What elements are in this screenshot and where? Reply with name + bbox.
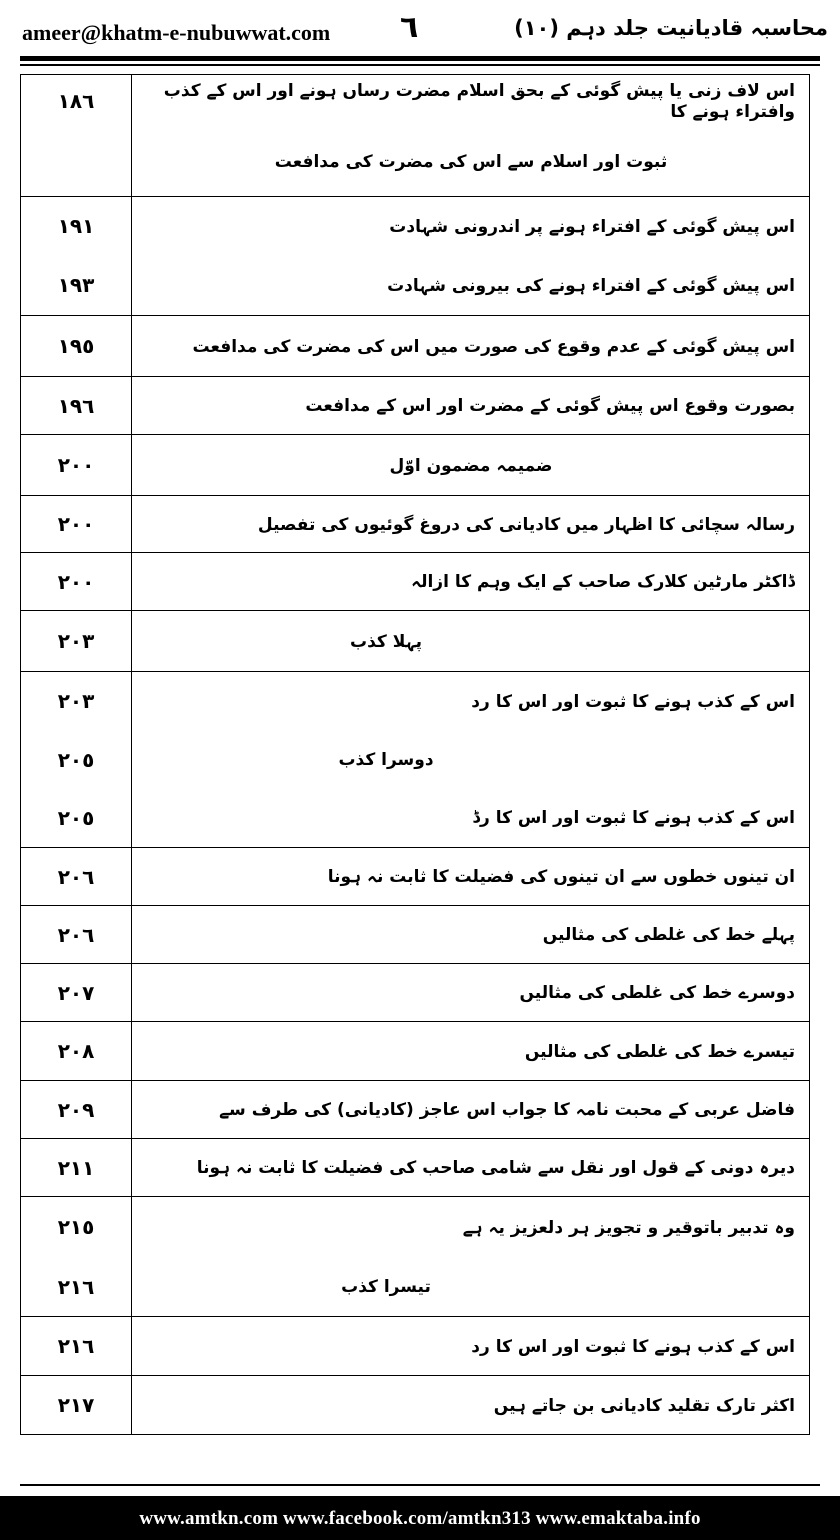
toc-title: دیرہ دونی کے قول اور نقل سے شامی صاحب کی فضیلت کا ثابت نہ ہونا xyxy=(132,1139,810,1197)
page-number: ٦ xyxy=(400,10,419,45)
toc-page: ١٨٦ xyxy=(21,75,132,127)
toc-row xyxy=(21,75,810,127)
toc-title: اس پیش گوئی کے عدم وقوع کی صورت میں اس کی مضرت کی مدافعت xyxy=(132,316,810,377)
toc-group xyxy=(21,1376,810,1435)
toc-row xyxy=(21,1139,810,1197)
toc-row xyxy=(21,1317,810,1376)
toc-title: رسالہ سچائی کا اظہار میں کادیانی کی دروغ گوئیوں کی تفصیل xyxy=(132,496,810,553)
toc-row xyxy=(21,1197,810,1258)
toc-title: اس کے کذب ہونے کا ثبوت اور اس کا رد xyxy=(132,672,810,731)
header-rule-thin xyxy=(20,64,820,66)
toc-group xyxy=(21,197,810,316)
footer-links[interactable]: www.amtkn.com www.facebook.com/amtkn313 www.emaktaba.info xyxy=(139,1508,701,1529)
toc-group xyxy=(21,1317,810,1376)
toc-page: ٢١٥ xyxy=(21,1197,132,1258)
toc-row xyxy=(21,553,810,611)
toc-page: ١٩٥ xyxy=(21,316,132,377)
toc-page: ٢٠٩ xyxy=(21,1081,132,1139)
toc-page: ٢٠٣ xyxy=(21,611,132,672)
toc-group xyxy=(21,1197,810,1317)
toc-page: ١٩٦ xyxy=(21,377,132,435)
toc-row xyxy=(21,1258,810,1317)
toc-page: ٢٠٦ xyxy=(21,848,132,906)
toc-group xyxy=(21,1081,810,1139)
toc-title: ڈاکٹر مارٹین کلارک صاحب کے ایک وہم کا ازالہ xyxy=(132,553,810,611)
toc-row xyxy=(21,435,810,496)
toc-title: دوسرا کذب xyxy=(132,731,810,789)
page-footer xyxy=(0,1496,840,1540)
toc-title: پہلے خط کی غلطی کی مثالیں xyxy=(132,906,810,964)
toc-row xyxy=(21,256,810,316)
toc-row xyxy=(21,1022,810,1081)
toc-group xyxy=(21,1139,810,1197)
table-of-contents xyxy=(20,74,810,1435)
toc-page: ٢٠٧ xyxy=(21,964,132,1022)
toc-group xyxy=(21,611,810,672)
toc-row xyxy=(21,906,810,964)
toc-row xyxy=(21,1081,810,1139)
toc-page: ٢١٧ xyxy=(21,1376,132,1435)
toc-row xyxy=(21,789,810,848)
toc-group xyxy=(21,435,810,496)
page-header xyxy=(0,0,840,62)
toc-row xyxy=(21,197,810,256)
toc-group xyxy=(21,906,810,964)
toc-title: بصورت وقوع اس پیش گوئی کے مضرت اور اس کے مدافعت xyxy=(132,377,810,435)
toc-title: ان تینوں خطوں سے ان تینوں کی فضیلت کا ثابت نہ ہونا xyxy=(132,848,810,906)
toc-page: ٢٠٠ xyxy=(21,435,132,496)
toc-page: ٢٠٠ xyxy=(21,553,132,611)
toc-page: ٢١١ xyxy=(21,1139,132,1197)
header-email[interactable]: ameer@khatm-e-nubuwwat.com xyxy=(22,20,331,45)
toc-group xyxy=(21,964,810,1022)
toc-title: اس کے کذب ہونے کا ثبوت اور اس کا رڈ xyxy=(132,789,810,848)
toc-row xyxy=(21,672,810,731)
toc-group xyxy=(21,377,810,435)
toc-page: ٢١٦ xyxy=(21,1317,132,1376)
toc-page: ٢٠٠ xyxy=(21,496,132,553)
footer-rule-thin xyxy=(20,1484,820,1486)
toc-page: ٢٠٦ xyxy=(21,906,132,964)
toc-page: ٢٠٥ xyxy=(21,731,132,789)
toc-title: اس لاف زنی یا پیش گوئی کے بحق اسلام مضرت رساں ہونے اور اس کے کذب وافتراء ہونے کا xyxy=(132,75,810,127)
toc-row xyxy=(21,127,810,197)
toc-title: تیسرا کذب xyxy=(132,1258,810,1317)
toc-row xyxy=(21,848,810,906)
toc-row xyxy=(21,964,810,1022)
toc-page: ٢١٦ xyxy=(21,1258,132,1317)
toc-row xyxy=(21,496,810,553)
toc-page: ١٩٣ xyxy=(21,256,132,316)
toc-page: ٢٠٣ xyxy=(21,672,132,731)
toc-page: ١٩١ xyxy=(21,197,132,256)
toc-row xyxy=(21,1376,810,1435)
toc-group xyxy=(21,1022,810,1081)
toc-title: اس پیش گوئی کے افتراء ہونے کی بیرونی شہادت xyxy=(132,256,810,316)
toc-title: فاضل عربی کے محبت نامہ کا جواب اس عاجز (کادیانی) کی طرف سے xyxy=(132,1081,810,1139)
toc-group xyxy=(21,672,810,848)
toc-title: اس کے کذب ہونے کا ثبوت اور اس کا رد xyxy=(132,1317,810,1376)
book-title: محاسبہ قادیانیت جلد دہم (١٠) xyxy=(514,16,828,40)
toc-page: ٢٠٨ xyxy=(21,1022,132,1081)
toc-title: اس پیش گوئی کے افتراء ہونے پر اندرونی شہادت xyxy=(132,197,810,256)
toc-row xyxy=(21,377,810,435)
toc-title: اکثر تارک تقلید کادیانی بن جاتے ہیں xyxy=(132,1376,810,1435)
header-rule-thick xyxy=(20,56,820,61)
toc-title: دوسرے خط کی غلطی کی مثالیں xyxy=(132,964,810,1022)
toc-title: ثبوت اور اسلام سے اس کی مضرت کی مدافعت xyxy=(132,127,810,197)
toc-row xyxy=(21,611,810,672)
toc-title: تیسرے خط کی غلطی کی مثالیں xyxy=(132,1022,810,1081)
toc-title: پہلا کذب xyxy=(132,611,810,672)
toc-title: ضمیمہ مضمون اوّل xyxy=(132,435,810,496)
toc-group xyxy=(21,848,810,906)
toc-title: وہ تدبیر باتوقیر و تجویز ہر دلعزیز یہ ہے xyxy=(132,1197,810,1258)
toc-group xyxy=(21,496,810,553)
toc-row xyxy=(21,731,810,789)
toc-row xyxy=(21,316,810,377)
toc-page xyxy=(21,127,132,197)
toc-group xyxy=(21,316,810,377)
toc-group xyxy=(21,553,810,611)
toc-group xyxy=(21,75,810,197)
toc-page: ٢٠٥ xyxy=(21,789,132,848)
